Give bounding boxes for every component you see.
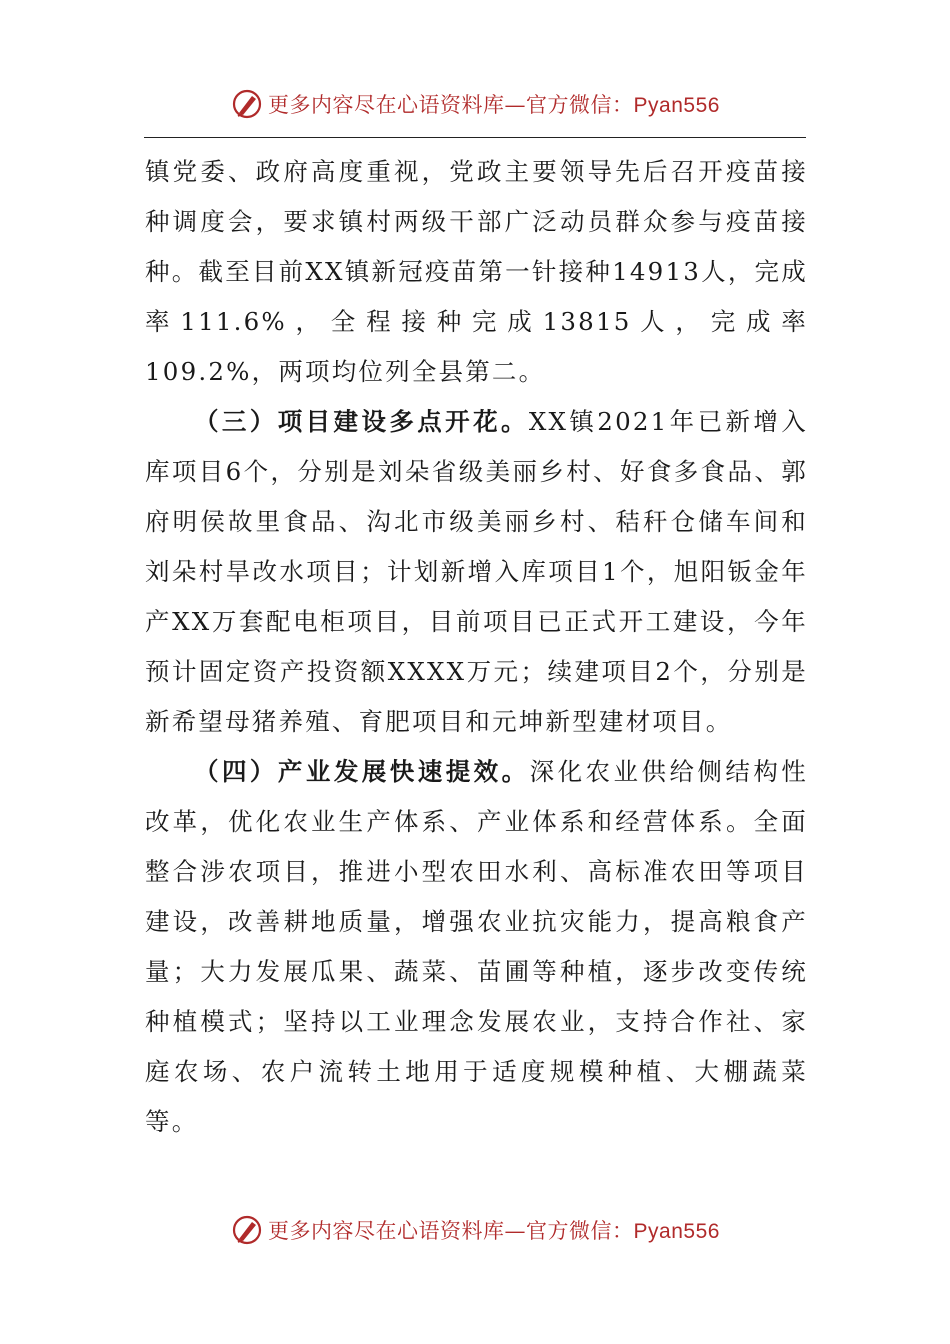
paragraph-industry (145, 747, 808, 1147)
paragraph-industry-text: 深化农业供给侧结构性改革，优化农业生产体系、产业体系和经营体系。全面整合涉农项目，推进小型农田水利、高标准农田等项目建设，改善耕地质量，增强农业抗灾能力，提高粮食产量；大力发展瓜果、蔬菜、苗圃等种植，逐步改变传统种植模式；坚持以工业理念发展农业，支持合作社、家庭农场、农户流转土地用于适度规模种植、大棚蔬菜等。 (145, 757, 809, 1136)
footer-wechat-label: 官方微信： (526, 1219, 634, 1243)
pen-nib-logo-icon (230, 87, 264, 121)
heading-projects: （三）项目建设多点开花。 (194, 407, 529, 436)
footer-wechat-id: Pyan556 (633, 1220, 720, 1243)
heading-industry: （四）产业发展快速提效。 (194, 757, 530, 786)
document-body (145, 147, 808, 1147)
header-banner-text (268, 89, 720, 119)
header-wechat-label: 官方微信： (526, 93, 634, 117)
header-banner-sep: — (504, 93, 527, 117)
header-wechat-id: Pyan556 (633, 94, 720, 117)
header-banner (0, 80, 950, 128)
footer-banner (0, 1206, 950, 1254)
footer-banner-sep: — (504, 1219, 527, 1243)
header-banner-main: 更多内容尽在心语资料库 (268, 93, 505, 117)
paragraph-projects (145, 397, 808, 747)
footer-banner-main: 更多内容尽在心语资料库 (268, 1219, 505, 1243)
footer-banner-text (268, 1215, 720, 1245)
header-divider (144, 137, 806, 138)
pen-nib-logo-icon (230, 1213, 264, 1247)
paragraph-vaccination: 镇党委、政府高度重视，党政主要领导先后召开疫苗接种调度会，要求镇村两级干部广泛动员群众参与疫苗接种。截至目前XX镇新冠疫苗第一针接种14913人，完成率111.6%，全程接种完成13815人，完成率109.2%，两项均位列全县第二。 (145, 157, 808, 386)
paragraph-projects-text: XX镇2021年已新增入库项目6个，分别是刘朵省级美丽乡村、好食多食品、郭府明侯故里食品、沟北市级美丽乡村、秸秆仓储车间和刘朵村旱改水项目；计划新增入库项目1个，旭阳钣金年产XX万套配电柜项目，目前项目已正式开工建设，今年预计固定资产投资额XXXX万元；续建项目2个，分别是新希望母猪养殖、育肥项目和元坤新型建材项目。 (145, 407, 808, 736)
